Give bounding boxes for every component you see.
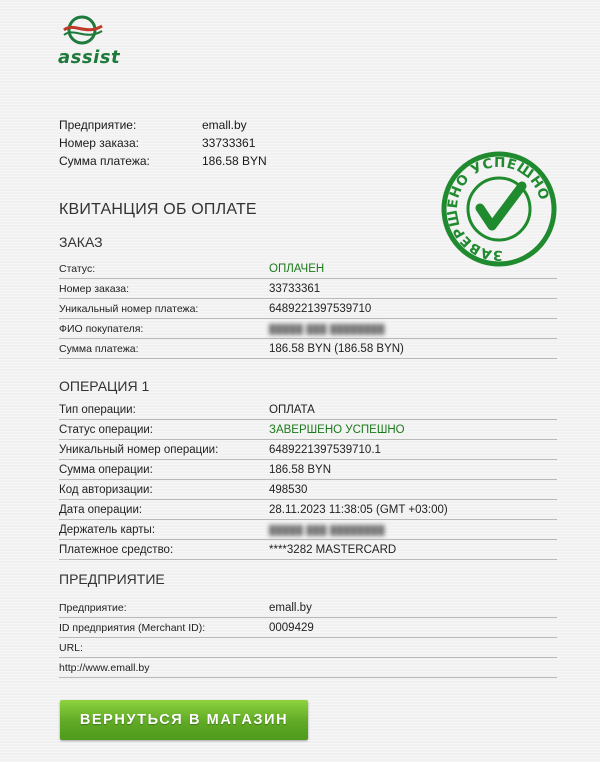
operation-heading: ОПЕРАЦИЯ 1	[59, 378, 150, 394]
row-value: 186.58 BYN (186.58 BYN)	[269, 339, 557, 359]
row-value: 28.11.2023 11:38:05 (GMT +03:00)	[269, 500, 557, 520]
row-value: emall.by	[269, 598, 557, 618]
table-row	[59, 299, 557, 319]
row-label: Тип операции:	[59, 400, 269, 420]
summary-row	[59, 116, 267, 134]
table-row	[59, 480, 557, 500]
row-label: Сумма операции:	[59, 460, 269, 480]
table-row	[59, 400, 557, 420]
table-row	[59, 279, 557, 299]
stamp-text: ЗАВЕРШЕНО УСПЕШНО	[444, 154, 553, 264]
table-row	[59, 638, 557, 658]
table-row	[59, 339, 557, 359]
row-label: Номер заказа:	[59, 279, 269, 299]
page-title: КВИТАНЦИЯ ОБ ОПЛАТЕ	[59, 201, 257, 218]
summary-label: Сумма платежа:	[59, 154, 150, 168]
summary-label: Номер заказа:	[59, 136, 140, 150]
payment-summary	[59, 116, 267, 170]
logo-text: assist	[58, 47, 121, 68]
row-label: Предприятие:	[59, 598, 269, 618]
table-row	[59, 658, 557, 678]
row-label: Код авторизации:	[59, 480, 269, 500]
row-label: Уникальный номер операции:	[59, 440, 269, 460]
return-to-shop-button[interactable]: ВЕРНУТЬСЯ В МАГАЗИН	[60, 700, 308, 740]
row-value: 6489221397539710	[269, 299, 557, 319]
row-value: ****3282 MASTERCARD	[269, 540, 557, 560]
success-stamp	[440, 150, 558, 268]
order-heading: ЗАКАЗ	[59, 234, 103, 250]
summary-value: 33733361	[202, 136, 256, 150]
table-row	[59, 618, 557, 638]
operation-status-value: ЗАВЕРШЕНО УСПЕШНО	[269, 420, 557, 440]
summary-label: Предприятие:	[59, 118, 137, 132]
cardholder-redacted: █████ ███ ████████	[269, 524, 386, 535]
stamp-check-icon	[440, 150, 558, 268]
order-status-value: ОПЛАЧЕН	[269, 259, 557, 279]
table-row	[59, 540, 557, 560]
row-value	[269, 658, 557, 678]
row-value: 0009429	[269, 618, 557, 638]
table-row	[59, 319, 557, 339]
row-label: Дата операции:	[59, 500, 269, 520]
row-label: URL:	[59, 638, 269, 658]
merchant-url-link[interactable]: http://www.emall.by	[59, 658, 269, 678]
table-row	[59, 420, 557, 440]
summary-row	[59, 134, 267, 152]
table-row	[59, 460, 557, 480]
row-label: Сумма платежа:	[59, 339, 269, 359]
row-value: 186.58 BYN	[269, 460, 557, 480]
assist-logo-icon	[58, 14, 118, 48]
summary-row	[59, 152, 267, 170]
row-label: Держатель карты:	[59, 520, 269, 540]
svg-text:ЗАВЕРШЕНО УСПЕШНО	[440, 150, 557, 268]
row-label: Статус операции:	[59, 420, 269, 440]
table-row	[59, 259, 557, 279]
row-value: 33733361	[269, 279, 557, 299]
row-value: 6489221397539710.1	[269, 440, 557, 460]
summary-value: emall.by	[202, 118, 247, 132]
row-value: 498530	[269, 480, 557, 500]
row-label: ФИО покупателя:	[59, 319, 269, 339]
order-table	[59, 259, 557, 359]
row-label: Платежное средство:	[59, 540, 269, 560]
operation-table	[59, 400, 557, 560]
table-row	[59, 598, 557, 618]
table-row	[59, 500, 557, 520]
table-row	[59, 440, 557, 460]
merchant-table	[59, 598, 557, 678]
row-label: ID предприятия (Merchant ID):	[59, 618, 269, 638]
row-value: ОПЛАТА	[269, 400, 557, 420]
merchant-heading: ПРЕДПРИЯТИЕ	[59, 571, 165, 587]
row-value	[269, 638, 557, 658]
row-label: Уникальный номер платежа:	[59, 299, 269, 319]
row-label: Статус:	[59, 259, 269, 279]
summary-value: 186.58 BYN	[202, 154, 267, 168]
table-row	[59, 520, 557, 540]
assist-logo	[58, 14, 121, 70]
buyer-name-redacted: █████ ███ ████████	[269, 323, 386, 334]
